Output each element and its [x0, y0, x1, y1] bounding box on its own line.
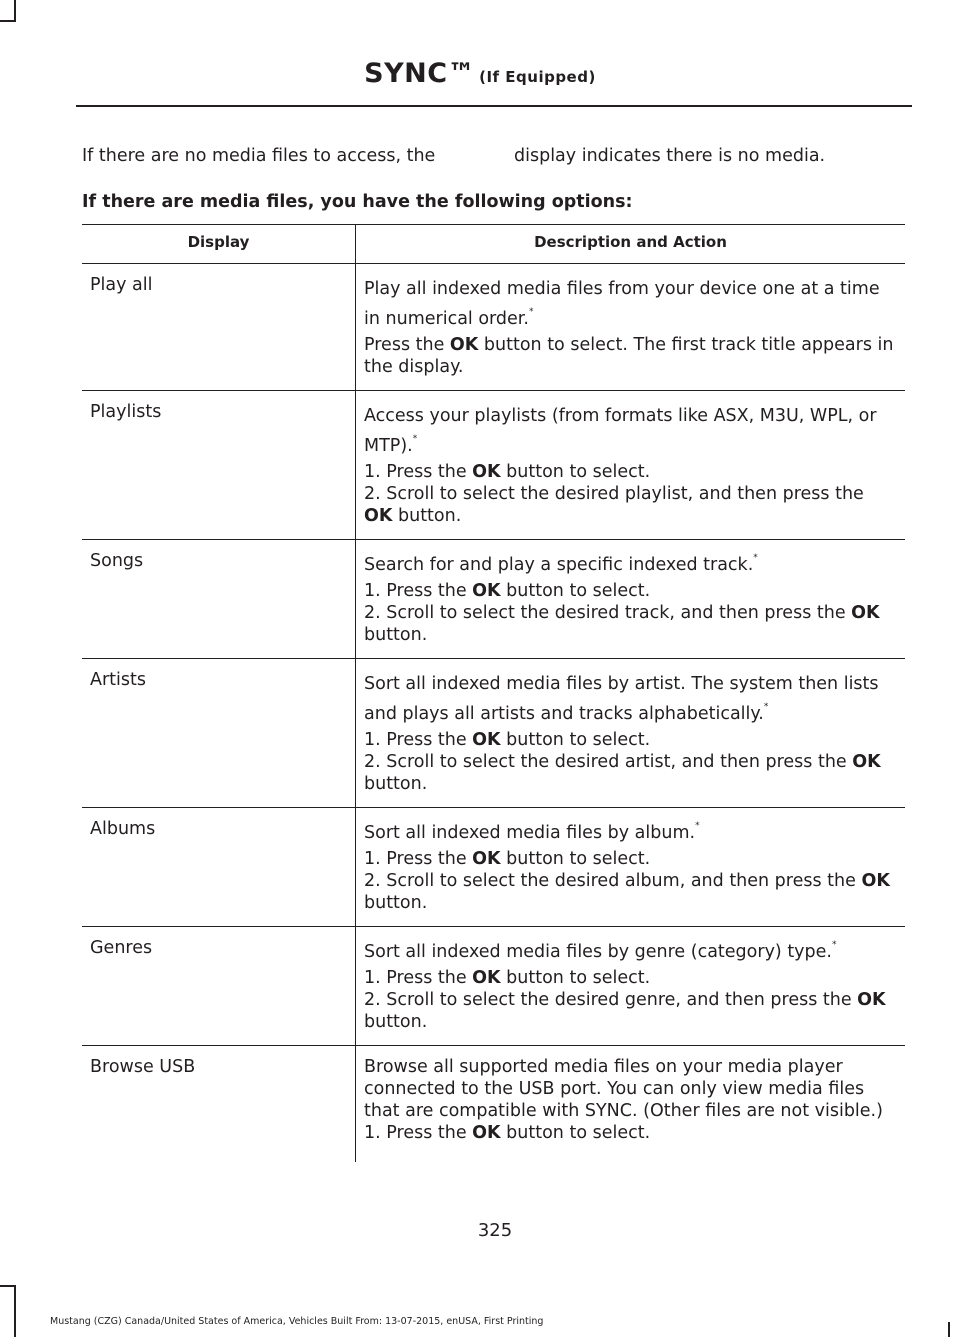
ok-button-label: OK [472, 1123, 501, 1143]
ok-button-label: OK [472, 581, 501, 601]
description-text: 2. Scroll to select the desired track, and then press the [364, 603, 852, 623]
description-text: Browse all supported media files on your media player connected to the USB port. You can only view media files that are compatible with SYNC. (Other files are not visible.) [364, 1057, 883, 1121]
description-line [364, 1056, 897, 1122]
ok-button-label: OK [852, 752, 881, 772]
table-header-row [82, 225, 905, 264]
display-cell: Browse USB [90, 1057, 196, 1077]
description-line [364, 669, 897, 729]
description-line [364, 334, 897, 378]
description-line [364, 818, 897, 848]
footnote-asterisk: * [831, 940, 837, 950]
description-text: 2. Scroll to select the desired album, and then press the [364, 871, 862, 891]
table-row [82, 659, 905, 808]
description-text: button to select. The first track title appears in the display. [364, 335, 894, 377]
media-options-table [82, 224, 905, 1162]
description-line [364, 729, 897, 751]
description-line [364, 461, 897, 483]
description-line [364, 1122, 897, 1144]
crop-mark-top-left-h [0, 20, 16, 22]
footnote-asterisk: * [753, 553, 758, 563]
footnote-asterisk: * [412, 434, 418, 444]
description-text: 1. Press the [364, 1123, 473, 1143]
description-line [364, 550, 897, 580]
description-line [364, 751, 897, 795]
options-heading: If there are media files, you have the following options: [82, 192, 633, 212]
header-rule [76, 105, 912, 107]
ok-button-label: OK [472, 462, 501, 482]
description-text: 1. Press the [364, 462, 473, 482]
column-header-display: Display [82, 225, 356, 264]
column-header-description: Description and Action [356, 225, 906, 264]
table-row [82, 264, 905, 391]
description-text: Press the [364, 335, 450, 355]
footnote-asterisk: * [763, 702, 769, 712]
crop-mark-bottom-left [14, 1285, 16, 1337]
crop-mark-bottom-left-h [0, 1285, 16, 1287]
description-text: Sort all indexed media files by album. [364, 823, 696, 843]
description-text: 2. Scroll to select the desired playlist, and then press the [364, 484, 864, 504]
display-cell: Artists [82, 659, 356, 808]
table-row [82, 540, 905, 659]
crop-mark-top-left [14, 0, 16, 22]
description-text: button to select. [500, 462, 651, 482]
table-row [82, 1046, 905, 1163]
description-line [364, 989, 897, 1033]
description-text: button. [364, 774, 428, 794]
description-line [364, 967, 897, 989]
page-header [0, 58, 960, 89]
display-cell: Genres [82, 927, 356, 1046]
table-row [82, 927, 905, 1046]
display-cell: Albums [82, 808, 356, 927]
description-text: button to select. [500, 730, 651, 750]
description-cell [356, 1046, 906, 1163]
ok-button-label: OK [472, 968, 501, 988]
table-row [82, 808, 905, 927]
footnote-asterisk: * [528, 307, 534, 317]
intro-text-left: If there are no media files to access, the [82, 146, 436, 166]
description-text: 1. Press the [364, 849, 473, 869]
description-text: 2. Scroll to select the desired artist, and then press the [364, 752, 853, 772]
page-number: 325 [477, 1220, 513, 1241]
description-text: button to select. [500, 968, 651, 988]
description-text: button. [392, 506, 462, 526]
ok-button-label: OK [472, 849, 501, 869]
display-cell: Songs [82, 540, 356, 659]
ok-button-label: OK [364, 506, 393, 526]
description-line [364, 401, 897, 461]
description-text: Sort all indexed media files by artist. The system then lists and plays all artists and tracks alphabetically. [364, 674, 879, 724]
description-text: Search for and play a specific indexed track. [364, 555, 754, 575]
ok-button-label: OK [472, 730, 501, 750]
crop-mark-bottom-right [948, 1322, 950, 1337]
header-title: SYNC™ [364, 58, 476, 89]
ok-button-label: OK [861, 871, 890, 891]
header-subtitle: (If Equipped) [479, 68, 596, 86]
description-line [364, 602, 897, 646]
description-cell [356, 540, 906, 659]
ok-button-label: OK [857, 990, 886, 1010]
description-text: 2. Scroll to select the desired genre, and then press the [364, 990, 858, 1010]
ok-button-label: OK [449, 335, 479, 355]
description-cell [356, 808, 906, 927]
description-cell [356, 264, 906, 391]
description-line [364, 580, 897, 602]
description-text: button to select. [500, 1123, 651, 1143]
description-text: Access your playlists (from formats like ASX, M3U, WPL, or MTP). [364, 406, 877, 456]
description-text: 1. Press the [364, 730, 473, 750]
description-text: button. [364, 625, 428, 645]
description-line [364, 870, 897, 914]
description-text: Sort all indexed media files by genre (category) type. [364, 942, 832, 962]
description-line [364, 274, 897, 334]
description-line [364, 937, 897, 967]
description-cell [356, 391, 906, 540]
description-text: button to select. [500, 581, 651, 601]
footnote-asterisk: * [695, 821, 700, 831]
description-line [364, 483, 897, 527]
display-cell: Playlists [82, 391, 356, 540]
table-row [82, 391, 905, 540]
ok-button-label: OK [851, 603, 880, 623]
intro-text-right: display indicates there is no media. [514, 146, 826, 166]
description-text: 1. Press the [364, 968, 473, 988]
description-text: button. [364, 1012, 428, 1032]
display-cell: Play all [82, 264, 356, 391]
description-cell [356, 659, 906, 808]
description-line [364, 848, 897, 870]
description-text: button to select. [500, 849, 651, 869]
description-text: 1. Press the [364, 581, 473, 601]
footer-text: Mustang (CZG) Canada/United States of America, Vehicles Built From: 13-07-2015, enUSA, First Printing [50, 1316, 544, 1327]
description-text: button. [364, 893, 428, 913]
description-text: Play all indexed media files from your device one at a time in numerical order. [364, 279, 880, 329]
description-cell [356, 927, 906, 1046]
